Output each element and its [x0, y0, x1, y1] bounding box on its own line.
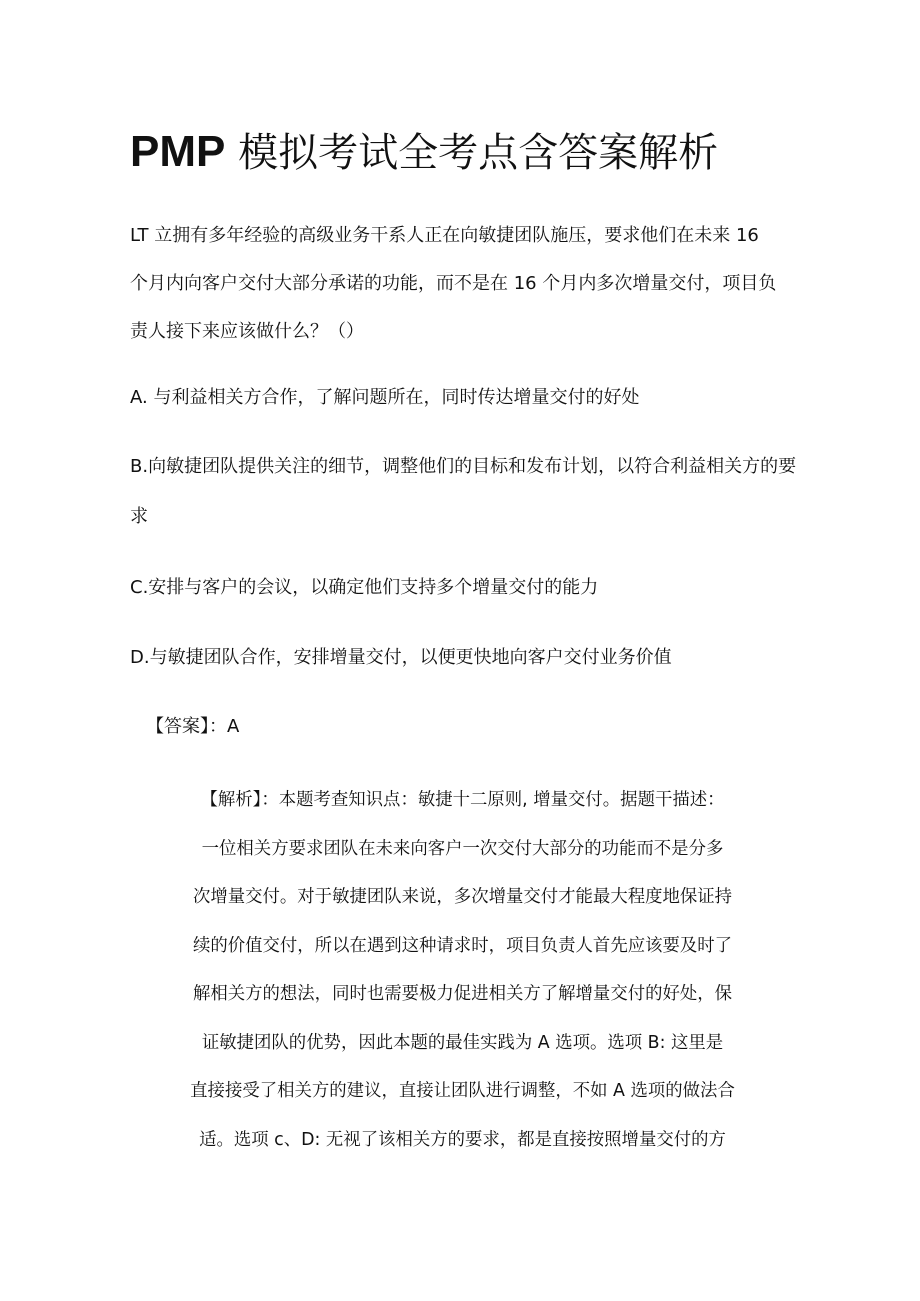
option-c: C.安排与客户的会议，以确定他们支持多个增量交付的能力 [130, 577, 599, 598]
question-line-3: 责人接下来应该做什么？（） [130, 321, 364, 342]
option-a: A. 与利益相关方合作，了解问题所在，同时传达增量交付的好处 [130, 387, 640, 408]
question-line-2: 个月内向客户交付大部分承诺的功能，而不是在 16 个月内多次增量交付，项目负 [130, 273, 777, 294]
analysis-line: 一位相关方要求团队在未来向客户一次交付大部分的功能而不是分多 [201, 838, 724, 859]
page-title [130, 124, 718, 181]
title-rest: 模拟考试全考点含答案解析 [225, 130, 719, 176]
analysis-line: 次增量交付。对于敏捷团队来说，多次增量交付才能最大程度地保证持 [192, 887, 733, 907]
option-b: B.向敏捷团队提供关注的细节，调整他们的目标和发布计划，以符合利益相关方的要求 [130, 456, 797, 527]
analysis-block [170, 776, 755, 1164]
question-text [130, 212, 800, 356]
option-d: D.与敏捷团队合作，安排增量交付，以便更快地向客户交付业务价值 [130, 647, 672, 668]
title-prefix: PMP [130, 127, 226, 176]
question-line-1: LT 立拥有多年经验的高级业务干系人正在向敏捷团队施压，要求他们在未来 16 [130, 225, 759, 246]
answer-line: 【答案】：A [146, 716, 240, 737]
analysis-line: 【解析】：本题考查知识点：敏捷十二原则, 增量交付。据题干描述： [200, 790, 725, 810]
analysis-line: 续的价值交付，所以在遇到这种请求时，项目负责人首先应该要及时了 [192, 935, 733, 956]
analysis-line: 适。选项 c、D: 无视了该相关方的要求，都是直接按照增量交付的方 [199, 1129, 726, 1150]
analysis-line: 直接接受了相关方的建议，直接让团队进行调整，不如 A 选项的做法合 [190, 1081, 735, 1101]
analysis-line: 证敏捷团队的优势，因此本题的最佳实践为 A 选项。选项 B: 这里是 [201, 1032, 724, 1053]
analysis-line: 解相关方的想法，同时也需要极力促进相关方了解增量交付的好处，保 [192, 984, 733, 1004]
